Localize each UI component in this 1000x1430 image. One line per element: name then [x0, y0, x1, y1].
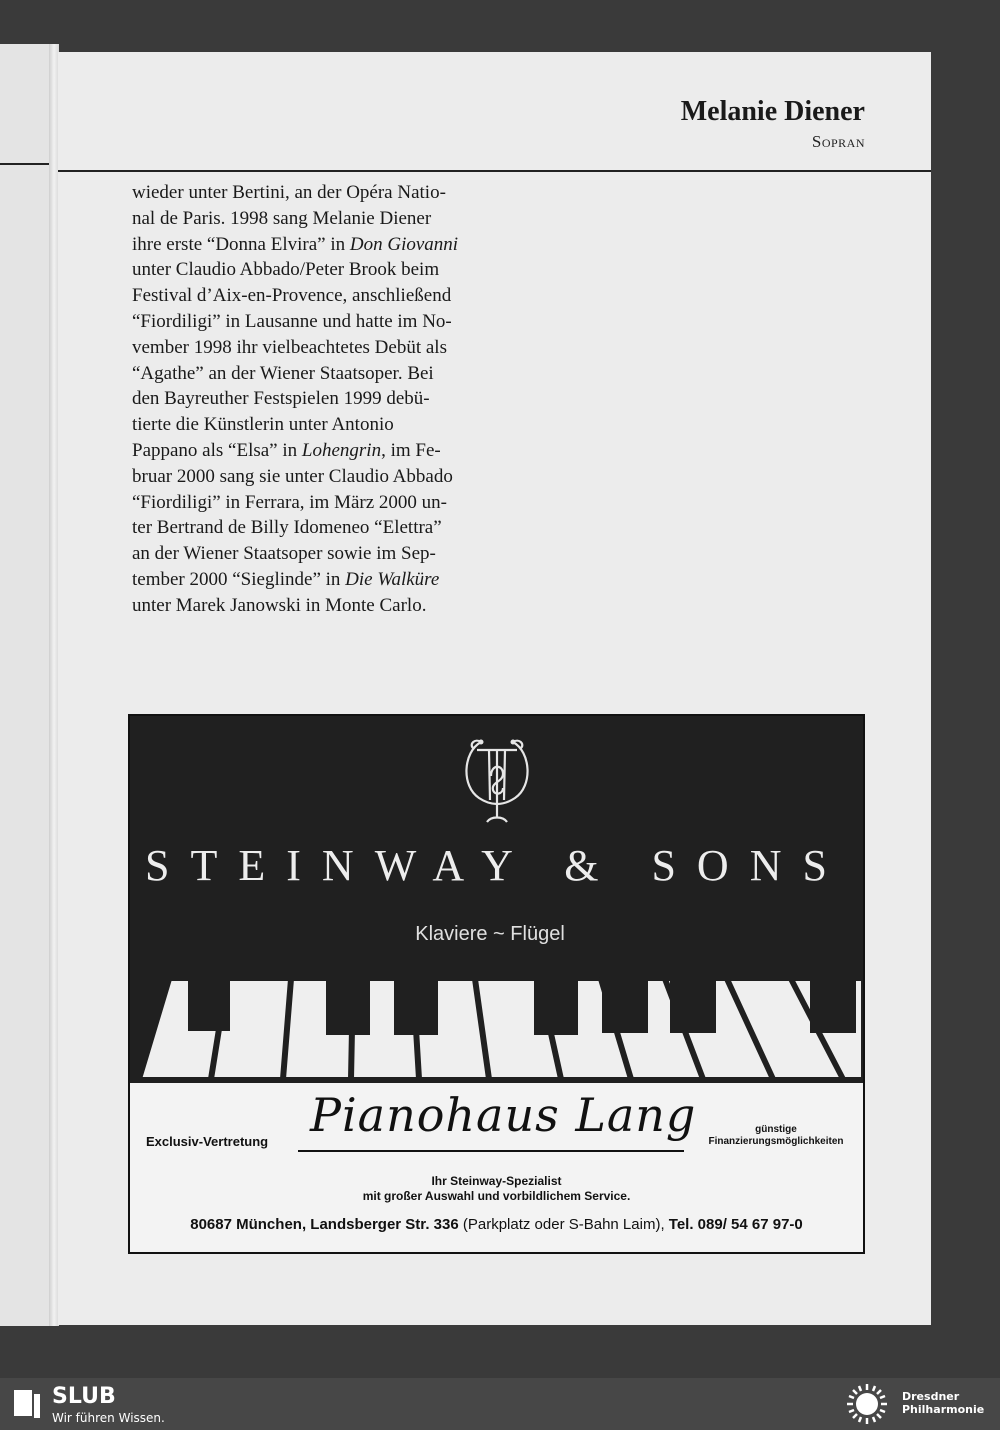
bio-line: Pappano als “Elsa” in Lohengrin, im Fe- — [132, 439, 441, 461]
sunburst-logo-icon — [842, 1382, 892, 1426]
bio-line: vember 1998 ihr vielbeachtetes Debüt als — [132, 336, 447, 358]
bio-line: wieder unter Bertini, an der Opéra Natio- — [132, 182, 446, 203]
partner-line: Philharmonie — [902, 1403, 985, 1416]
specialist-line: Ihr Steinway-Spezialist — [431, 1174, 562, 1188]
program-page — [58, 52, 931, 1325]
biography-text — [132, 180, 542, 619]
artist-name: Melanie Diener — [680, 96, 865, 127]
lyre-logo-icon — [457, 734, 537, 830]
piano-keys-illustration — [130, 971, 863, 1083]
bio-line: unter Marek Janowski in Monte Carlo. — [132, 594, 427, 616]
bio-line: “Fiordiligi” in Lausanne und hatte im No- — [132, 310, 452, 332]
artist-voice-type: Sopran — [811, 132, 865, 151]
library-tagline: Wir führen Wissen. — [52, 1411, 165, 1425]
bio-line: tierte die Künstlerin unter Antonio — [132, 414, 394, 436]
brand-name: STEINWAY & SONS — [145, 841, 848, 890]
bio-line: Festival d’Aix-en-Provence, anschließend — [132, 285, 452, 307]
bio-line: bruar 2000 sang sie unter Claudio Abbado — [132, 465, 453, 487]
bio-line: den Bayreuther Festspielen 1999 debü- — [132, 388, 430, 410]
bio-line: ter Bertrand de Billy Idomeneo “Elettra” — [132, 517, 442, 539]
header-rule — [58, 170, 931, 172]
ad-dark-panel — [130, 716, 863, 1080]
address-street: 80687 München, Landsberger Str. 336 — [190, 1216, 459, 1233]
shop-address — [130, 1216, 863, 1233]
address-note: (Parkplatz oder S-Bahn Laim), — [458, 1216, 669, 1233]
bio-line: ihre erste “Donna Elvira” in Don Giovanni — [132, 233, 459, 255]
bio-line: an der Wiener Staatsoper sowie im Sep- — [132, 543, 436, 565]
financing-line: Finanzierungsmöglichkeiten — [708, 1136, 844, 1147]
bio-line: nal de Paris. 1998 sang Melanie Diener — [132, 207, 432, 229]
ad-subtitle: Klaviere ~ Flügel — [415, 923, 565, 945]
opera-title: Don Giovanni — [349, 233, 459, 255]
bio-line: “Agathe” an der Wiener Staatsoper. Bei — [132, 362, 434, 384]
bio-line: tember 2000 “Sieglinde” in Die Walküre — [132, 568, 440, 590]
financing-note — [696, 1124, 856, 1148]
bio-line: unter Claudio Abbado/Peter Brook beim — [132, 259, 440, 281]
exclusive-label: Exclusiv-Vertretung — [146, 1134, 269, 1149]
opera-title: Lohengrin — [301, 439, 382, 461]
opera-title: Die Walküre — [345, 568, 440, 590]
logo-underline — [298, 1150, 684, 1152]
financing-line: günstige — [755, 1124, 797, 1135]
partner-line: Dresdner — [902, 1390, 960, 1403]
specialist-text — [130, 1174, 863, 1204]
viewer-footer — [0, 1378, 1000, 1430]
phone-number: Tel. 089/ 54 67 97-0 — [668, 1216, 803, 1233]
specialist-line: mit großer Auswahl und vorbildlichem Service. — [362, 1189, 631, 1203]
left-page-edge — [0, 44, 56, 1326]
book-icon — [12, 1388, 42, 1420]
library-name[interactable]: SLUB — [52, 1384, 116, 1409]
partner-name[interactable] — [902, 1390, 984, 1416]
steinway-advertisement — [128, 714, 865, 1254]
left-page-rule — [0, 163, 56, 165]
bio-line: “Fiordiligi” in Ferrara, im März 2000 un- — [132, 491, 448, 513]
pianohaus-logo: Pianohaus Lang — [310, 1088, 697, 1142]
